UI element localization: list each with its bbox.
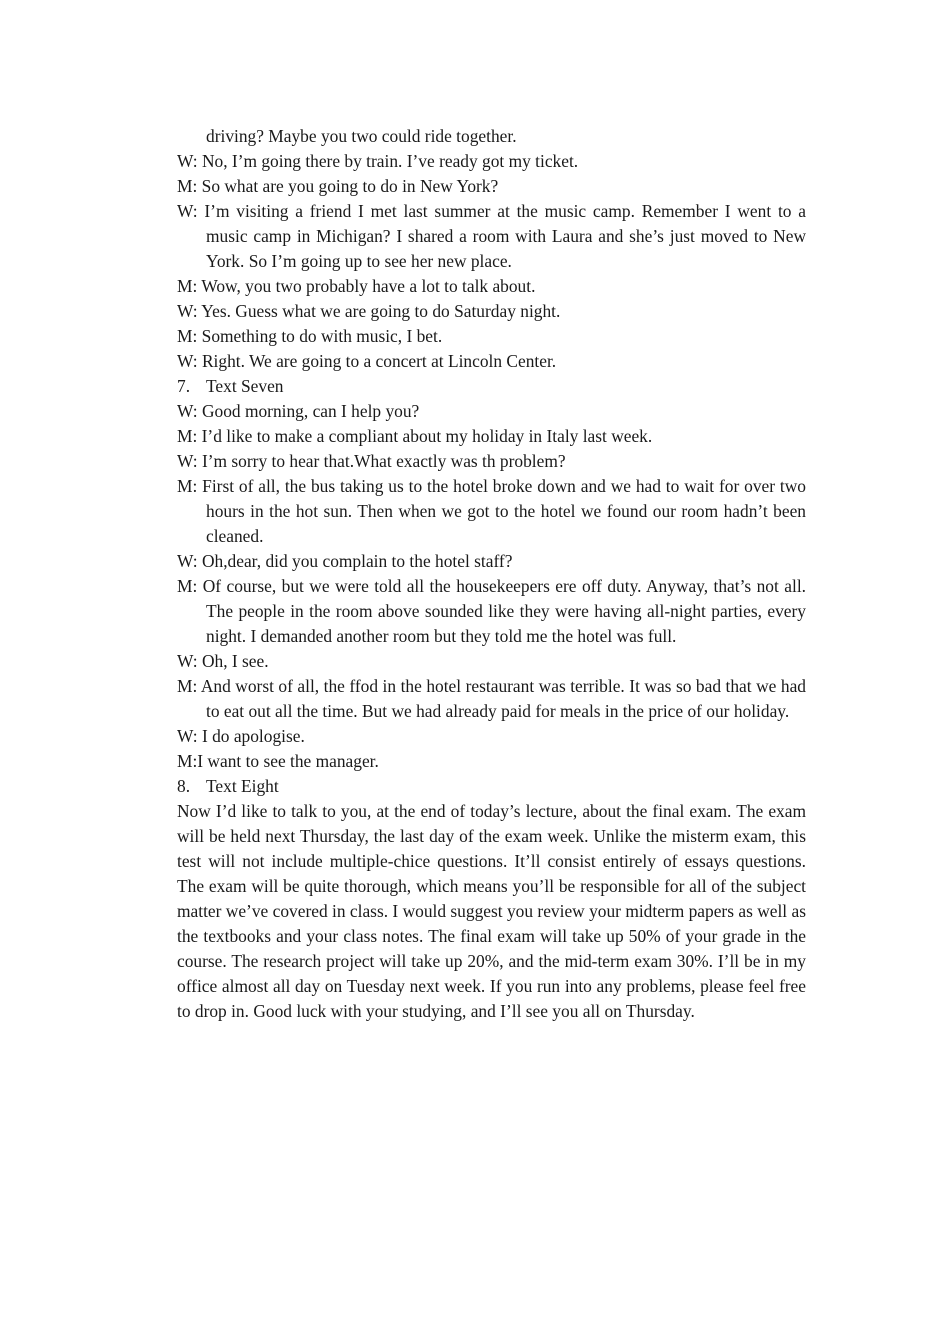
dialogue-line: M: And worst of all, the ffod in the hotel restaurant was terrible. It was so bad that we had to eat out all the time. But we had already paid for meals in the price of our holiday. xyxy=(177,676,806,721)
dialogue-line: M: Wow, you two probably have a lot to talk about. xyxy=(177,276,536,296)
section-title: Text Eight xyxy=(206,776,279,796)
dialogue-line: M: So what are you going to do in New York? xyxy=(177,176,499,196)
document-page xyxy=(177,124,806,1024)
dialogue-line: W: No, I’m going there by train. I’ve ready got my ticket. xyxy=(177,151,579,171)
dialogue-line: M: Of course, but we were told all the housekeepers ere off duty. Anyway, that’s not all. The people in the room above sounded like they were having all-night parties, every night. I demanded another room but they told me the hotel was full. xyxy=(177,576,806,646)
lecture-paragraph: Now I’d like to talk to you, at the end of today’s lecture, about the final exam. The exam will be held next Thursday, the last day of the exam week. Unlike the misterm exam, this test will not include multiple-chice questions. It’ll consist entirely of essays questions. The exam will be quite thorough, which means you’ll be responsible for all of the subject matter we’ve covered in class. I would suggest you review your midterm papers as well as the textbooks and your class notes. The final exam will take up 50% of your grade in the course. The research project will take up 20%, and the mid-term exam 30%. I’ll be in my office almost all day on Tuesday next week. If you run into any problems, please feel free to drop in. Good luck with your studying, and I’ll see you all on Thursday. xyxy=(177,801,806,1021)
dialogue-line: W: I do apologise. xyxy=(177,726,305,746)
dialogue-line: W: I’m sorry to hear that.What exactly was th problem? xyxy=(177,451,566,471)
dialogue-line: W: Right. We are going to a concert at Lincoln Center. xyxy=(177,351,557,371)
section-heading-8 xyxy=(177,774,806,799)
dialogue-line: driving? Maybe you two could ride together. xyxy=(206,126,517,146)
dialogue-line: W: I’m visiting a friend I met last summer at the music camp. Remember I went to a music camp in Michigan? I shared a room with Laura and she’s just moved to New York. So I’m going up to see her new place. xyxy=(177,201,806,271)
dialogue-line: M: First of all, the bus taking us to the hotel broke down and we had to wait for over two hours in the hot sun. Then when we got to the hotel we found our room hadn’t been cleaned. xyxy=(177,476,806,546)
dialogue-line: W: Oh, I see. xyxy=(177,651,269,671)
dialogue-line: M:I want to see the manager. xyxy=(177,751,379,771)
section-heading-7 xyxy=(177,374,806,399)
dialogue-line: W: Yes. Guess what we are going to do Saturday night. xyxy=(177,301,561,321)
dialogue-line: W: Oh,dear, did you complain to the hotel staff? xyxy=(177,551,513,571)
dialogue-line: M: I’d like to make a compliant about my holiday in Italy last week. xyxy=(177,426,653,446)
section-title: Text Seven xyxy=(206,376,284,396)
dialogue-line: W: Good morning, can I help you? xyxy=(177,401,420,421)
dialogue-line: M: Something to do with music, I bet. xyxy=(177,326,443,346)
section-number: 7. xyxy=(177,376,191,396)
section-number: 8. xyxy=(177,776,191,796)
